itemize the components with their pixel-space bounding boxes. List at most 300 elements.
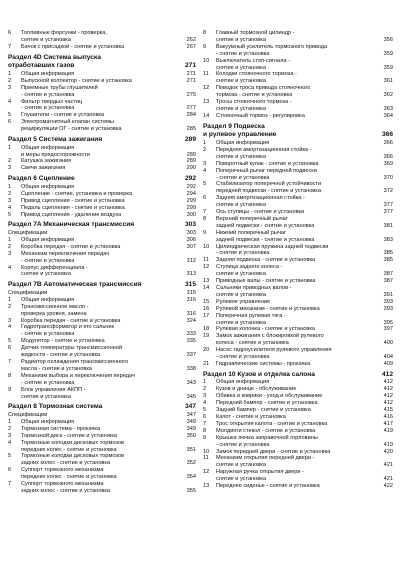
entry-page: 262 bbox=[186, 36, 196, 43]
entry-page: 352 bbox=[186, 460, 196, 467]
entry-page: 345 bbox=[186, 393, 196, 400]
entry-page: 421 bbox=[383, 476, 393, 483]
entry-title: Суппорт тормозного механизма задних колес - снятие и установка bbox=[21, 481, 111, 494]
entry-title: Тормозная система - прокачка bbox=[21, 425, 101, 432]
entry-page: 349 bbox=[186, 425, 196, 432]
entry-title: Ступица заднего колеса - снятие и установка bbox=[216, 264, 283, 278]
entry-number: 3 bbox=[8, 250, 12, 257]
toc-entry[interactable] bbox=[203, 209, 393, 216]
entry-number: 2 bbox=[8, 190, 12, 197]
toc-entry[interactable] bbox=[203, 230, 393, 244]
section-page: 315 bbox=[184, 281, 196, 289]
toc-entry[interactable] bbox=[8, 290, 196, 297]
toc-entry[interactable] bbox=[203, 306, 393, 313]
entry-page: 316 bbox=[186, 296, 196, 303]
entry-number: 11 bbox=[203, 455, 209, 462]
entry-title: Механизм выбора и переключения передач - снятие и установка bbox=[21, 372, 135, 386]
entry-title: Свечи зажигания bbox=[21, 165, 66, 172]
entry-title: Поворотный кулак - снятие и установка bbox=[216, 160, 319, 167]
entry-page: 417 bbox=[383, 420, 393, 427]
toc-entry[interactable] bbox=[203, 428, 393, 435]
entry-number: 3 bbox=[8, 197, 12, 204]
entry-title: Переднее сиденье - снятие и установка bbox=[216, 483, 320, 490]
entry-title: Насос гидроусилителя рулевого управления - снятие и установка bbox=[216, 347, 332, 361]
entry-title: Стабилизатор поперечной устойчивости передней подвески - снятие и установка bbox=[216, 181, 322, 195]
entry-title: Молдинги стекол - снятие и установка bbox=[216, 427, 316, 434]
toc-entry[interactable] bbox=[8, 165, 196, 172]
entry-number: 4 bbox=[203, 167, 207, 174]
toc-entry[interactable] bbox=[8, 145, 196, 159]
section-page: 292 bbox=[184, 175, 196, 183]
section-page: 271 bbox=[184, 62, 196, 70]
entry-number: 9 bbox=[203, 43, 207, 50]
entry-page: 387 bbox=[383, 271, 393, 278]
entry-page: 391 bbox=[383, 291, 393, 298]
entry-number: 4 bbox=[8, 324, 12, 331]
toc-entry[interactable] bbox=[203, 71, 393, 85]
entry-page: 412 bbox=[383, 379, 393, 386]
section-heading bbox=[8, 281, 196, 290]
entry-number: 1 bbox=[203, 139, 207, 146]
section-title: Раздел 5 Система зажигания bbox=[8, 136, 103, 144]
entry-number: 15 bbox=[203, 298, 210, 305]
entry-number: 6 bbox=[8, 30, 12, 36]
entry-page: 335 bbox=[186, 338, 196, 345]
entry-number: 2 bbox=[8, 243, 12, 250]
entry-number: 6 bbox=[203, 195, 207, 202]
toc-entry[interactable] bbox=[203, 44, 393, 58]
entry-title: Общая информация bbox=[21, 183, 75, 190]
section-title: Раздел 4D Система выпуска отработавших газов bbox=[8, 53, 101, 70]
section-page: 412 bbox=[381, 370, 393, 378]
entry-number: 6 bbox=[8, 467, 12, 474]
entry-title: Радиатор охлаждения трансмиссионного масла - снятие и установка bbox=[21, 359, 129, 372]
toc-entry[interactable] bbox=[8, 467, 196, 481]
toc-entry[interactable] bbox=[203, 58, 393, 72]
section-heading bbox=[8, 136, 196, 145]
entry-title: Общая информация bbox=[21, 418, 75, 425]
toc-entry[interactable] bbox=[8, 99, 196, 113]
toc-entry[interactable] bbox=[8, 230, 196, 237]
toc-entry[interactable] bbox=[8, 251, 196, 265]
toc-entry[interactable] bbox=[203, 168, 393, 182]
entry-page: 366 bbox=[383, 153, 393, 160]
entry-number: 1 bbox=[8, 296, 12, 303]
toc-section bbox=[203, 30, 393, 120]
entry-number: 1 bbox=[203, 379, 207, 386]
entry-page: 377 bbox=[383, 209, 393, 216]
toc-section bbox=[8, 221, 196, 278]
toc-entry[interactable] bbox=[8, 158, 196, 165]
entry-page: 333 bbox=[186, 331, 196, 338]
toc-section bbox=[203, 123, 393, 368]
toc-entry[interactable] bbox=[203, 455, 393, 469]
toc-entry[interactable] bbox=[8, 184, 196, 191]
entry-page: 343 bbox=[186, 379, 196, 386]
toc-entry[interactable] bbox=[8, 345, 196, 359]
entry-number: 7 bbox=[203, 209, 207, 216]
toc-entry[interactable] bbox=[203, 421, 393, 428]
toc-entry[interactable] bbox=[203, 257, 393, 264]
section-heading bbox=[8, 221, 196, 230]
entry-page: 275 bbox=[186, 91, 196, 98]
entry-number: 14 bbox=[203, 285, 210, 291]
entry-title: Рулевое управление bbox=[216, 298, 271, 305]
entry-page: 366 bbox=[383, 139, 393, 146]
entry-title: Датчик температуры трансмиссионной жидкости - снятие и установка bbox=[21, 345, 123, 359]
entry-number: 2 bbox=[203, 146, 207, 153]
entry-title: Стояночный тормоз - регулировка bbox=[216, 112, 305, 119]
entry-title: Поперечная рулевая тяга - снятие и установка bbox=[216, 312, 286, 326]
toc-entry[interactable] bbox=[203, 30, 393, 44]
toc-section bbox=[8, 403, 196, 494]
entry-number: 1 bbox=[8, 70, 12, 77]
entry-title: Передняя амортизационная стойка - снятие и установка bbox=[216, 146, 312, 160]
entry-page: 290 bbox=[186, 165, 196, 172]
toc-entry[interactable] bbox=[203, 195, 393, 209]
entry-number: 19 bbox=[203, 333, 210, 340]
toc-entry[interactable] bbox=[203, 216, 393, 230]
section-page: 303 bbox=[184, 221, 196, 229]
entry-title: Цилиндрическая пружина задней подвески - снятие и установка bbox=[216, 243, 329, 257]
toc-entry[interactable] bbox=[203, 99, 393, 113]
toc-entry[interactable] bbox=[8, 304, 196, 318]
entry-number: 7 bbox=[8, 481, 12, 488]
entry-page: 385 bbox=[383, 250, 393, 257]
toc-entry[interactable] bbox=[8, 30, 196, 44]
toc-entry[interactable] bbox=[8, 433, 196, 440]
entry-number: 11 bbox=[203, 257, 209, 264]
entry-number: 16 bbox=[203, 305, 210, 312]
entry-number: 9 bbox=[203, 229, 207, 236]
entry-number: 2 bbox=[8, 158, 12, 165]
section-title: Раздел 6 Сцепление bbox=[8, 175, 75, 183]
entry-number: 4 bbox=[203, 400, 207, 407]
toc-entry[interactable] bbox=[8, 412, 196, 419]
toc-entry[interactable] bbox=[203, 347, 393, 361]
entry-title: Педаль сцепления - снятие и установка bbox=[21, 204, 125, 211]
toc-entry[interactable] bbox=[8, 78, 196, 85]
entry-title: Приводные валы - снятие и установка bbox=[216, 278, 316, 285]
entry-page: 383 bbox=[383, 236, 393, 243]
entry-title: Суппорт тормозного механизма передних колес - снятие и установка bbox=[21, 467, 117, 481]
entry-title: Задний бампер - снятие и установка bbox=[216, 407, 311, 414]
entry-title: Тормозные колодки дисковых тормозов задних колес - снятие и установка bbox=[21, 453, 124, 467]
entry-title: Гидравлические системы - прокачка bbox=[216, 360, 311, 367]
entry-number: 1 bbox=[8, 183, 12, 190]
toc-entry[interactable] bbox=[8, 440, 196, 454]
entry-title: Топливные форсунки - проверка, снятие и установка bbox=[21, 30, 107, 43]
toc-left-column bbox=[8, 30, 196, 495]
toc-entry[interactable] bbox=[8, 318, 196, 325]
entry-title: Нижний поперечный рычаг задней подвески - снятие и установка bbox=[216, 229, 315, 243]
entry-page: 369 bbox=[383, 160, 393, 167]
entry-number: 7 bbox=[8, 359, 12, 365]
entry-page: 347 bbox=[186, 412, 196, 419]
toc-entry[interactable] bbox=[203, 386, 393, 393]
entry-page: 312 bbox=[186, 257, 196, 264]
toc-entry[interactable] bbox=[203, 483, 393, 490]
entry-page: 303 bbox=[186, 230, 196, 236]
entry-title: Вакуумный усилитель тормозного привода - снятие и установка bbox=[216, 43, 328, 57]
entry-page: 412 bbox=[383, 400, 393, 407]
section-page: 366 bbox=[381, 131, 393, 139]
section-heading bbox=[8, 403, 196, 412]
entry-title: Капот - снятие и установка bbox=[216, 414, 286, 420]
entry-title: Сцепление - снятие, установка и проверка bbox=[21, 190, 133, 197]
toc-entry[interactable] bbox=[203, 285, 393, 299]
entry-number: 5 bbox=[8, 112, 12, 119]
toc-entry[interactable] bbox=[8, 85, 196, 99]
entry-page: 289 bbox=[186, 151, 196, 158]
entry-title: Катушка зажигания bbox=[21, 158, 72, 165]
entry-number: 5 bbox=[203, 407, 207, 414]
entry-number: 2 bbox=[8, 77, 12, 84]
entry-title: Корпус дифференциала - снятие и установка bbox=[21, 264, 88, 278]
toc-entry[interactable] bbox=[8, 419, 196, 426]
entry-title: Механизм открытия передней двери - снятие и установка bbox=[216, 455, 315, 469]
entry-page: 284 bbox=[186, 112, 196, 119]
entry-number: 9 bbox=[203, 434, 207, 441]
entry-page: 300 bbox=[186, 211, 196, 218]
entry-page: 277 bbox=[186, 105, 196, 112]
toc-entry[interactable] bbox=[203, 299, 393, 306]
entry-page: 385 bbox=[383, 257, 393, 264]
entry-title: Общая информация bbox=[21, 236, 75, 243]
entry-number: 3 bbox=[203, 160, 207, 167]
entry-number: 13 bbox=[203, 99, 210, 106]
toc-entry[interactable] bbox=[203, 469, 393, 483]
entry-number: 3 bbox=[8, 84, 12, 91]
entry-page: 419 bbox=[383, 441, 393, 448]
entry-number: 8 bbox=[8, 372, 12, 379]
entry-title: Общая информация bbox=[21, 70, 75, 77]
toc-entry[interactable] bbox=[203, 140, 393, 147]
entry-title: Гидротрансформатор и его сальник - снятие и установка bbox=[21, 324, 114, 338]
entry-number: 14 bbox=[203, 112, 210, 119]
toc-entry[interactable] bbox=[8, 481, 196, 495]
entry-number: 1 bbox=[8, 236, 12, 243]
entry-number: 17 bbox=[203, 312, 210, 319]
entry-page: 419 bbox=[383, 427, 393, 434]
toc-entry[interactable] bbox=[8, 237, 196, 244]
entry-number: 1 bbox=[8, 418, 12, 425]
toc-entry[interactable] bbox=[8, 387, 196, 401]
entry-number: 6 bbox=[8, 345, 12, 352]
entry-title: Рулевая колонка - снятие и установка bbox=[216, 326, 315, 333]
entry-number: 8 bbox=[203, 30, 207, 36]
entry-page: 299 bbox=[186, 197, 196, 204]
entry-number: 1 bbox=[8, 144, 12, 151]
toc-entry[interactable] bbox=[203, 147, 393, 161]
entry-title: Спецификации bbox=[8, 289, 48, 296]
entry-number: 7 bbox=[203, 420, 207, 427]
entry-title: Коробка передач - снятие и установка bbox=[21, 317, 121, 324]
entry-page: 267 bbox=[186, 43, 196, 50]
entry-page: 356 bbox=[383, 36, 393, 43]
entry-title: Выпускной коллектор - снятие и установка bbox=[21, 77, 132, 84]
toc-entry[interactable] bbox=[203, 278, 393, 285]
toc-entry[interactable] bbox=[8, 297, 196, 304]
entry-page: 415 bbox=[383, 407, 393, 414]
section-heading bbox=[8, 175, 196, 184]
entry-title: Замок зажигания с блокировкой рулевого колеса - снятие и установка bbox=[216, 333, 324, 347]
entry-title: Спецификации bbox=[8, 230, 48, 236]
entry-page: 354 bbox=[186, 474, 196, 481]
toc-entry[interactable] bbox=[203, 113, 393, 120]
toc-entry[interactable] bbox=[203, 414, 393, 421]
toc-entry[interactable] bbox=[203, 85, 393, 99]
toc-entry[interactable] bbox=[8, 453, 196, 467]
section-title: Раздел 7B Автоматическая трансмиссия bbox=[8, 281, 142, 289]
entry-page: 393 bbox=[383, 298, 393, 305]
entry-number: 5 bbox=[8, 211, 12, 218]
entry-title: Наружная ручка открытия двери - снятие и установка bbox=[216, 469, 304, 483]
entry-page: 313 bbox=[186, 271, 196, 278]
toc-entry[interactable] bbox=[8, 198, 196, 205]
entry-page: 420 bbox=[383, 448, 393, 455]
entry-page: 370 bbox=[383, 174, 393, 181]
entry-number: 4 bbox=[8, 98, 12, 105]
entry-number: 6 bbox=[203, 414, 207, 420]
toc-entry[interactable] bbox=[8, 205, 196, 212]
section-title: Раздел 8 Тормозная система bbox=[8, 403, 103, 411]
entry-title: Привод сцепления - удаление воздуха bbox=[21, 211, 122, 218]
entry-title: Рулевой механизм - снятие и установка bbox=[216, 305, 320, 312]
toc-entry[interactable] bbox=[8, 71, 196, 78]
entry-page: 349 bbox=[186, 418, 196, 425]
toc-entry[interactable] bbox=[203, 181, 393, 195]
entry-page: 359 bbox=[383, 50, 393, 57]
entry-title: Задняя подвеска - снятие и установка bbox=[216, 257, 316, 264]
toc-entry[interactable] bbox=[203, 407, 393, 414]
toc-entry[interactable] bbox=[8, 119, 196, 133]
entry-title: Сальники приводных валов - снятие и установка bbox=[216, 285, 292, 298]
entry-page: 422 bbox=[383, 483, 393, 490]
entry-page: 364 bbox=[383, 112, 393, 119]
entry-page: 363 bbox=[383, 105, 393, 112]
entry-number: 13 bbox=[203, 278, 210, 285]
entry-page: 292 bbox=[186, 183, 196, 190]
entry-page: 285 bbox=[186, 126, 196, 133]
entry-page: 395 bbox=[383, 319, 393, 326]
entry-number: 8 bbox=[203, 427, 207, 434]
entry-page: 381 bbox=[383, 222, 393, 229]
entry-number: 2 bbox=[8, 303, 12, 310]
entry-title: Приемные трубы глушителей - снятие и установка bbox=[21, 84, 98, 98]
toc-entry[interactable] bbox=[203, 313, 393, 327]
entry-title: Спецификации bbox=[8, 412, 48, 419]
entry-number: 8 bbox=[203, 215, 207, 222]
section-heading bbox=[203, 123, 393, 140]
toc-entry[interactable] bbox=[8, 265, 196, 279]
entry-page: 404 bbox=[383, 354, 393, 361]
toc-section bbox=[8, 136, 196, 172]
entry-title: Поперечный рычаг передней подвески - снятие и установка bbox=[216, 167, 317, 181]
section-title: Раздел 10 Кузов и отделка салона bbox=[203, 370, 315, 378]
toc-entry[interactable] bbox=[203, 435, 393, 449]
entry-page: 372 bbox=[383, 188, 393, 195]
entry-page: 421 bbox=[383, 462, 393, 469]
toc-entry[interactable] bbox=[203, 379, 393, 386]
entry-page: 412 bbox=[383, 386, 393, 393]
entry-title: Крышка лючка заправочной горловины - снятие и установка bbox=[216, 434, 318, 448]
entry-title: Общая информация bbox=[216, 139, 270, 146]
entry-number: 12 bbox=[203, 469, 210, 476]
section-page: 347 bbox=[184, 403, 196, 411]
toc-entry[interactable] bbox=[203, 264, 393, 278]
entry-page: 409 bbox=[383, 360, 393, 367]
toc-entry[interactable] bbox=[203, 244, 393, 258]
entry-title: Верхний поперечный рычаг задней подвески - снятие и установка bbox=[216, 215, 315, 229]
entry-page: 306 bbox=[186, 236, 196, 243]
toc-entry[interactable] bbox=[203, 361, 393, 368]
section-heading bbox=[203, 371, 393, 380]
toc-entry[interactable] bbox=[8, 212, 196, 219]
entry-page: 397 bbox=[383, 326, 393, 333]
entry-page: 315 bbox=[186, 289, 196, 296]
entry-page: 393 bbox=[383, 305, 393, 312]
entry-title: Глушители - снятие и установка bbox=[21, 112, 105, 119]
entry-title: Выключатель стоп-сигнала - снятие и установка bbox=[216, 57, 290, 71]
toc-entry[interactable] bbox=[8, 44, 196, 51]
entry-title: Обивка и коврики - уход и обслуживание bbox=[216, 393, 323, 400]
entry-page: 377 bbox=[383, 202, 393, 209]
entry-title: Привод сцепления - снятие и установка bbox=[21, 197, 125, 204]
entry-title: Модулятор - снятие и установка bbox=[21, 338, 105, 345]
entry-page: 338 bbox=[186, 365, 196, 372]
entry-title: Тросы стояночного тормоза - снятие и установка bbox=[216, 99, 292, 112]
entry-title: Трос открытия капота - снятие и установка bbox=[216, 420, 328, 427]
entry-page: 350 bbox=[186, 432, 196, 439]
entry-page: 307 bbox=[186, 243, 196, 250]
toc-entry[interactable] bbox=[203, 161, 393, 168]
entry-page: 387 bbox=[383, 278, 393, 285]
entry-title: Замок передней двери - снятие и установка bbox=[216, 448, 331, 455]
entry-number: 12 bbox=[203, 85, 210, 92]
entry-title: Передний бампер - снятие и установка bbox=[216, 400, 318, 407]
toc-section bbox=[8, 175, 196, 218]
entry-number: 10 bbox=[203, 243, 210, 250]
entry-page: 289 bbox=[186, 158, 196, 165]
entry-page: 324 bbox=[186, 317, 196, 324]
entry-title: Механизм переключения передач - снятие и установка bbox=[21, 250, 110, 264]
toc-entry[interactable] bbox=[203, 333, 393, 347]
entry-number: 5 bbox=[8, 453, 12, 460]
entry-number: 6 bbox=[8, 119, 12, 126]
toc-entry[interactable] bbox=[8, 244, 196, 251]
toc-entry[interactable] bbox=[8, 426, 196, 433]
entry-title: Общая информация и меры предосторожности bbox=[21, 144, 90, 158]
entry-title: Блок управления АКПП - снятие и установка bbox=[21, 386, 86, 400]
toc-entry[interactable] bbox=[8, 191, 196, 198]
entry-page: 294 bbox=[186, 190, 196, 197]
entry-page: 351 bbox=[186, 446, 196, 453]
toc-entry[interactable] bbox=[8, 324, 196, 338]
entry-number: 11 bbox=[203, 71, 209, 78]
entry-page: 271 bbox=[186, 77, 196, 84]
entry-number: 7 bbox=[8, 43, 12, 50]
section-page: 289 bbox=[184, 136, 196, 144]
entry-number: 3 bbox=[8, 432, 12, 439]
entry-title: Колодки стояночного тормоза - снятие и установка bbox=[216, 71, 297, 85]
toc-entry[interactable] bbox=[8, 359, 196, 373]
entry-title: Главный тормозной цилиндр - снятие и установка bbox=[216, 30, 295, 43]
section-heading bbox=[8, 54, 196, 71]
entry-title: Кузов и днище - обслуживание bbox=[216, 386, 297, 393]
toc-entry[interactable] bbox=[8, 373, 196, 387]
entry-page: 400 bbox=[383, 340, 393, 347]
